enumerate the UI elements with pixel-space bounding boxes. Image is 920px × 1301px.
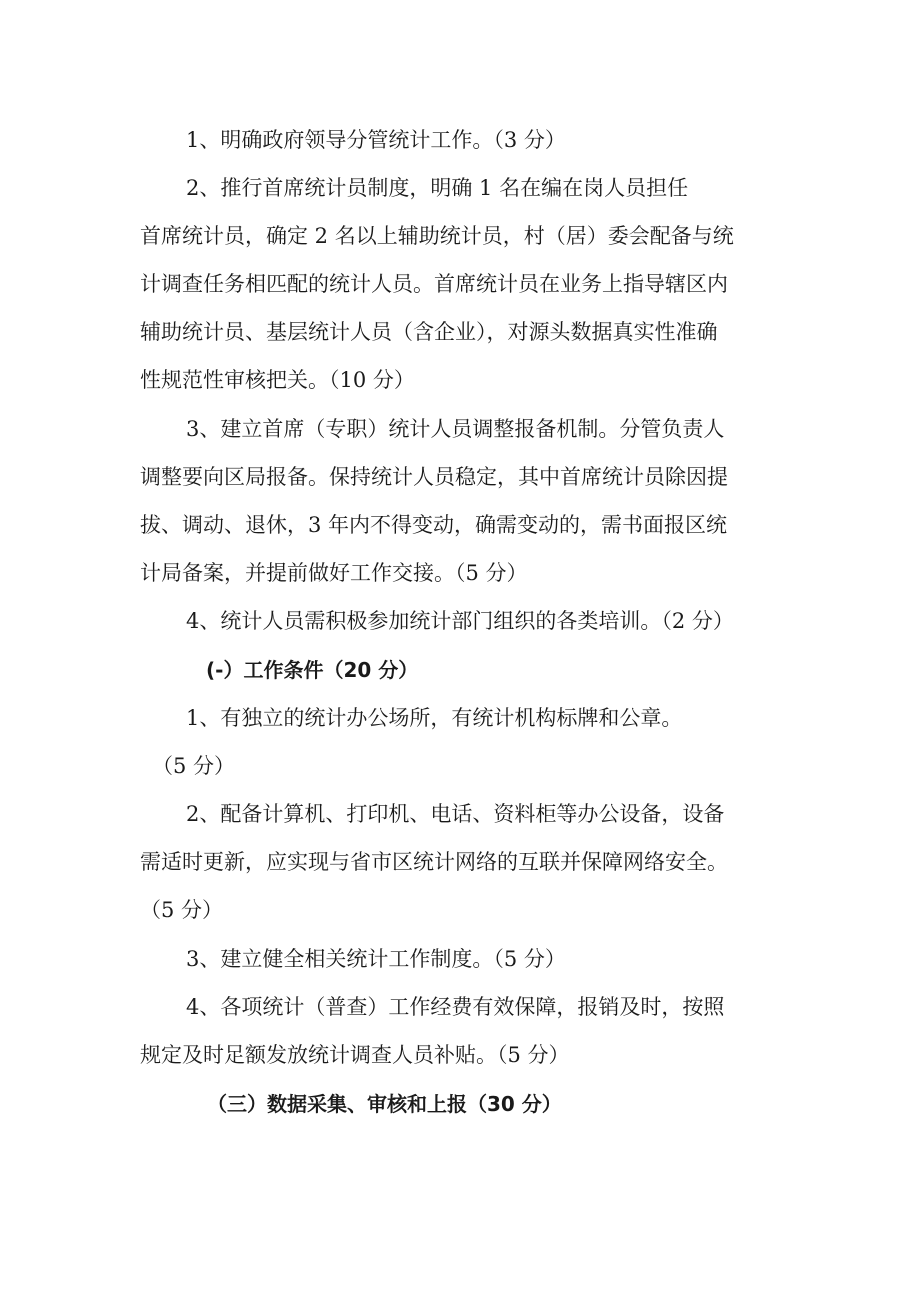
paragraph-line: 1、有独立的统计办公场所，有统计机构标牌和公章。 [186,706,683,730]
section-heading: (-）工作条件（20 分） [206,658,419,682]
paragraph-line: 拔、调动、退休，3 年内不得变动，确需变动的，需书面报区统 [140,513,728,537]
section-heading: （三）数据采集、审核和上报（30 分） [207,1092,562,1116]
paragraph-line: 4、统计人员需积极参加统计部门组织的各类培训。（2 分） [186,609,734,633]
paragraph-line: 3、建立健全相关统计工作制度。（5 分） [186,947,566,971]
paragraph-line: （5 分） [152,754,236,778]
paragraph-line: 规定及时足额发放统计调查人员补贴。（5 分） [140,1043,570,1067]
paragraph-line: 2、配备计算机、打印机、电话、资料柜等办公设备，设备 [186,802,725,826]
paragraph-line: 3、建立首席（专职）统计人员调整报备机制。分管负责人 [186,417,725,441]
paragraph-line: 4、各项统计（普查）工作经费有效保障，报销及时，按照 [186,995,725,1019]
paragraph-line: 调整要向区局报备。保持统计人员稳定，其中首席统计员除因提 [140,465,728,489]
paragraph-line: 需适时更新，应实现与省市区统计网络的互联并保障网络安全。 [140,850,728,874]
paragraph-line: 计局备案，并提前做好工作交接。（5 分） [140,561,528,585]
paragraph-line: 计调查任务相匹配的统计人员。首席统计员在业务上指导辖区内 [140,272,728,296]
paragraph-line: 首席统计员，确定 2 名以上辅助统计员，村（居）委会配备与统 [140,224,734,248]
paragraph-line: 2、推行首席统计员制度，明确 1 名在编在岗人员担任 [186,176,689,200]
paragraph-line: 1、明确政府领导分管统计工作。（3 分） [186,128,566,152]
paragraph-line: 性规范性审核把关。（10 分） [140,368,415,392]
paragraph-line: （5 分） [140,898,224,922]
paragraph-line: 辅助统计员、基层统计人员（含企业），对源头数据真实性准确 [140,320,718,344]
